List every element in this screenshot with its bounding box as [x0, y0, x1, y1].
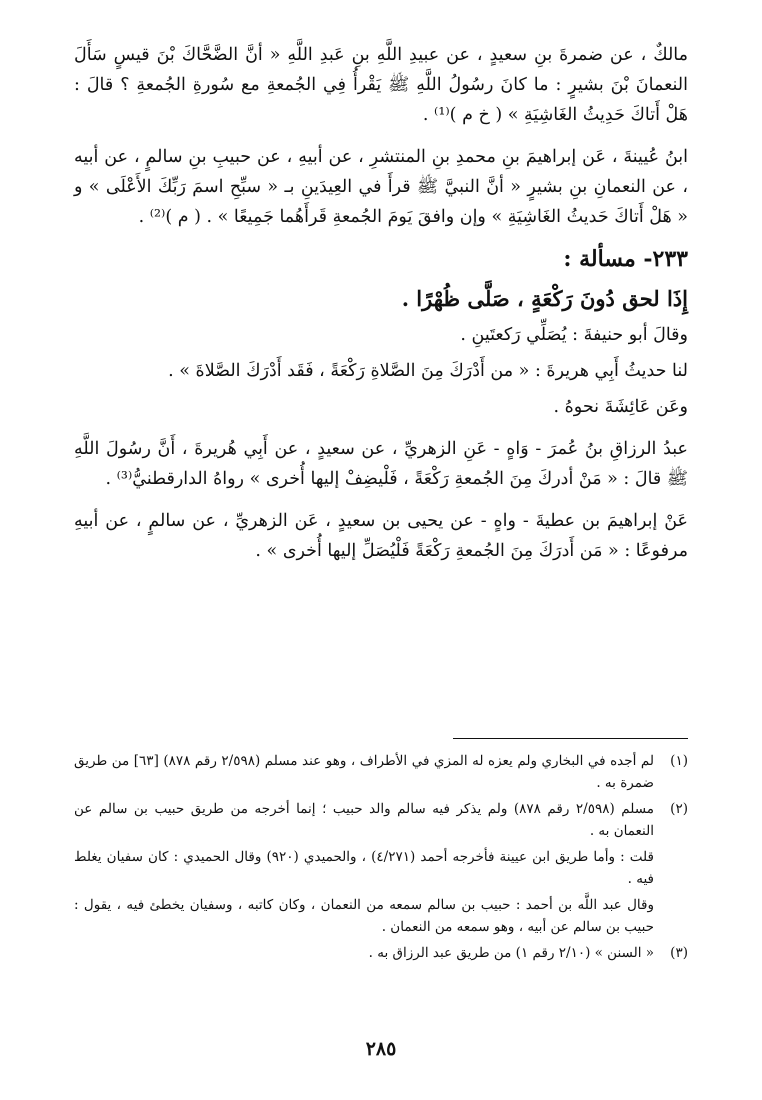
footnote-separator: [453, 738, 688, 739]
footnote-text: مسلم (٢/٥٩٨ رقم ٨٧٨) ولم يذكر فيه سالم والد حبيب ؛ إنما أخرجه من طريق حبيب بن سالم عن النعمان به .: [74, 801, 654, 839]
issue-rule: إِذَا لحق دُونَ رَكْعَةٍ ، صَلَّى ظُهْرًا .: [401, 286, 688, 311]
footnote-1: [74, 750, 688, 794]
page-number: ٢٨٥: [365, 1038, 397, 1060]
footnotes: [74, 750, 688, 968]
abu-hanifa-opinion: وقالَ أبو حنيفةَ : يُصَلِّي رَكعتَينِ .: [460, 325, 688, 345]
footnote-2-continuation-2: وقال عبد اللَّه بن أحمد : حبيب بن سالم سمعه من النعمان ، وكان كاتبه ، وسفيان يخطئ فيه ، يقول : حبيب بن سالم عن أبيه ، وهو سمعه من النعمان .: [74, 897, 654, 935]
footnote-2-continuation-1: قلت : وأما طريق ابن عيينة فأخرجه أحمد (٤/٢٧١) ، والحميدي (٩٢٠) وقال الحميدي : كان سفيان يغلط فيه .: [74, 849, 654, 887]
main-text: [74, 40, 688, 578]
footnote-number: (١): [670, 753, 688, 769]
footnote-number: (٣): [670, 945, 688, 961]
footnote-2: [74, 798, 688, 842]
footnote-text: « السنن » (٢/١٠ رقم ١) من طريق عبد الرزاق به .: [368, 945, 654, 961]
abd-al-razzaq-narration: عبدُ الرزاقِ بنُ عُمرَ - وَاهٍ - عَنِ الزهريِّ ، عن سعيدٍ ، عن أَبِي هُريرةَ ، أَنَّ رسُولَ اللَّهِ ﷺ قالَ : « مَنْ أدركَ مِنَ الجُمعةِ رَكْعَةً ، فَلْيضِفْ إليها أُخرى » رواهُ الدارقطنيُّ⁽³⁾ .: [74, 439, 688, 489]
footnote-number: (٢): [670, 801, 688, 817]
hadith-paragraph-2: ابنُ عُيينةَ ، عَن إبراهيمَ بنِ محمدِ بنِ المنتشرِ ، عن أبيهِ ، عن حبيبِ بنِ سالمٍ ، عن أبيه ، عن النعمانِ بنِ بشيرٍ « أنَّ النبيَّ ﷺ قرأَ في العِيدَينِ بـ « سبِّحِ اسمَ رَبِّكَ الأَعْلَى » و « هَلْ أَتاكَ حَديثُ الغَاشِيَةِ » وإن وافقَ يَومَ الجُمعةِ قَرأَهُما جَمِيعًا » . ( م )⁽²⁾ .: [74, 147, 688, 227]
abu-hurayra-hadith: لنا حديثُ أَبِي هريرةَ : « من أَدْرَكَ مِنَ الصَّلاةِ رَكْعَةً ، فَقَد أَدْرَكَ الصَّلاةَ » .: [168, 361, 688, 381]
footnote-text: لم أجده في البخاري ولم يعزه له المزي في الأطراف ، وهو عند مسلم (٢/٥٩٨ رقم ٨٧٨) [٦٣] من طريق ضمرة به .: [74, 753, 654, 791]
issue-heading: ٢٣٣- مسألة :: [563, 246, 688, 272]
footnote-3: [74, 942, 688, 964]
hadith-paragraph-1: مالكٌ ، عن ضمرةَ بنِ سعيدٍ ، عن عبيدِ اللَّهِ بنِ عَبدِ اللَّهِ « أنَّ الضَّحَّاكَ بْنَ قيسٍ سَأَلَ النعمانَ بْنَ بشيرٍ : ما كانَ رسُولُ اللَّهِ ﷺ يَقْرأُ فِي الجُمعةِ مع سُورةِ الجُمعةِ ؟ قالَ : هَلْ أَتاكَ حَدِيثُ الغَاشِيَةِ » ( خ م )⁽¹⁾ .: [74, 45, 688, 125]
ibrahim-ibn-atiyya-narration: عَنْ إبراهيمَ بن عطيةَ - واهٍ - عن يحيى بن سعيدٍ ، عَن الزهريِّ ، عن سالمٍ ، عن أبيهِ مرفوعًا : « مَن أَدرَكَ مِنَ الجُمعةِ رَكْعَةً فَلْيُصَلِّ إليها أُخرى » .: [74, 511, 688, 561]
aisha-narration: وعَن عَائِشَةَ نحوهُ .: [553, 397, 688, 417]
